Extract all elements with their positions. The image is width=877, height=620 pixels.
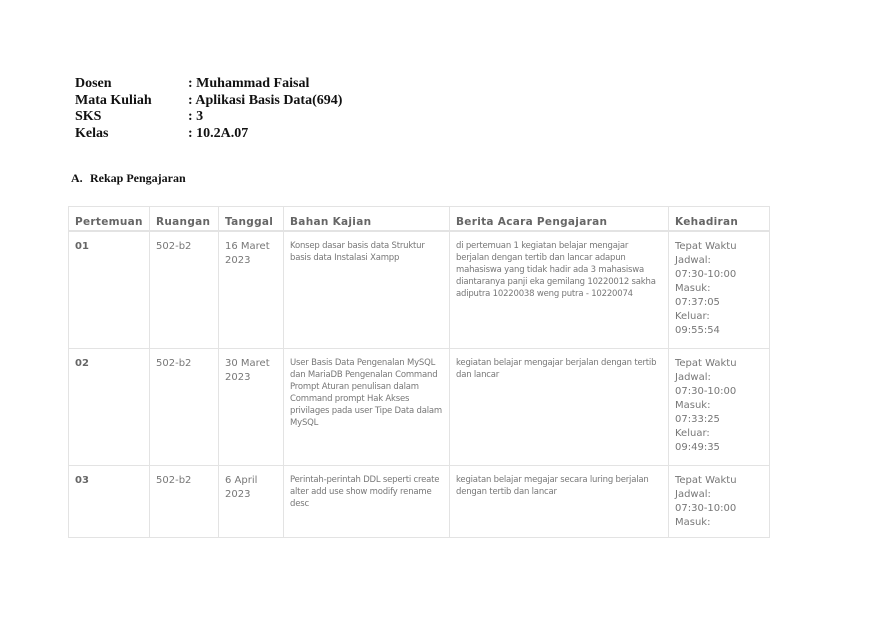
- cell-ruangan: 502-b2: [150, 465, 219, 537]
- kehadiran-line: Masuk:: [675, 282, 711, 294]
- cell-ruangan: 502-b2: [150, 348, 219, 465]
- kehadiran-line: Jadwal:: [675, 254, 711, 266]
- kehadiran-line: 07:37:05: [675, 296, 720, 308]
- cell-berita-acara: kegiatan belajar megajar secara luring berjalan dengan tertib dan lancar: [450, 465, 669, 537]
- cell-berita-acara: di pertemuan 1 kegiatan belajar mengajar berjalan dengan tertib dan lancar adapun mahasiswa yang tidak hadir ada 3 mahasiswa diantaranya panji eka gemilang 10220012 sakha adiputra 10220038 weng putra - 10220074: [450, 231, 669, 349]
- header-kehadiran: Kehadiran: [669, 207, 770, 231]
- cell-kehadiran: [669, 231, 770, 349]
- info-row-dosen: [75, 76, 342, 93]
- kehadiran-line: Keluar:: [675, 310, 710, 322]
- course-info: [75, 76, 342, 142]
- table-row: [69, 231, 770, 349]
- info-row-kelas: [75, 126, 342, 143]
- section-title: Rekap Pengajaran: [90, 171, 186, 185]
- cell-tanggal: 30 Maret 2023: [219, 348, 284, 465]
- kelas-label: Kelas: [75, 125, 109, 141]
- cell-tanggal: 16 Maret 2023: [219, 231, 284, 349]
- kelas-value: : 10.2A.07: [188, 125, 249, 141]
- section-number: A.: [71, 171, 83, 185]
- header-bahan-kajian: Bahan Kajian: [284, 207, 450, 231]
- header-pertemuan: Pertemuan: [69, 207, 150, 231]
- kehadiran-line: 09:49:35: [675, 441, 720, 453]
- header-berita-acara: Berita Acara Pengajaran: [450, 207, 669, 231]
- dosen-label: Dosen: [75, 76, 112, 91]
- sks-label: SKS: [75, 109, 102, 124]
- section-heading: [71, 171, 186, 186]
- kehadiran-line: Keluar:: [675, 427, 710, 439]
- kehadiran-status: Tepat Waktu: [675, 474, 737, 486]
- cell-pertemuan: 01: [69, 231, 150, 349]
- table-row: [69, 348, 770, 465]
- cell-bahan-kajian: User Basis Data Pengenalan MySQL dan MariaDB Pengenalan Command Prompt Aturan penulisan dalam Command prompt Hak Akses privilages pada user Tipe Data dalam MySQL: [284, 348, 450, 465]
- header-tanggal: Tanggal: [219, 207, 284, 231]
- table-row: [69, 465, 770, 537]
- header-ruangan: Ruangan: [150, 207, 219, 231]
- info-row-matkul: [75, 93, 342, 110]
- kehadiran-line: 07:30-10:00: [675, 385, 737, 397]
- rekap-table: [68, 206, 770, 538]
- cell-bahan-kajian: Konsep dasar basis data Struktur basis data Instalasi Xampp: [284, 231, 450, 349]
- cell-pertemuan: 03: [69, 465, 150, 537]
- cell-pertemuan: 02: [69, 348, 150, 465]
- kehadiran-line: 07:33:25: [675, 413, 720, 425]
- dosen-value: : Muhammad Faisal: [188, 76, 310, 91]
- kehadiran-line: Jadwal:: [675, 371, 711, 383]
- table-header-row: [69, 207, 770, 231]
- cell-bahan-kajian: Perintah-perintah DDL seperti create alter add use show modify rename desc: [284, 465, 450, 537]
- cell-kehadiran: [669, 465, 770, 537]
- kehadiran-line: Masuk:: [675, 399, 711, 411]
- info-row-sks: [75, 109, 342, 126]
- cell-ruangan: 502-b2: [150, 231, 219, 349]
- cell-berita-acara: kegiatan belajar mengajar berjalan dengan tertib dan lancar: [450, 348, 669, 465]
- kehadiran-line: 07:30-10:00: [675, 268, 737, 280]
- cell-tanggal: 6 April 2023: [219, 465, 284, 537]
- kehadiran-line: Jadwal:: [675, 488, 711, 500]
- kehadiran-status: Tepat Waktu: [675, 357, 737, 369]
- kehadiran-status: Tepat Waktu: [675, 240, 737, 252]
- kehadiran-line: Masuk:: [675, 516, 711, 528]
- cell-kehadiran: [669, 348, 770, 465]
- sks-value: : 3: [188, 109, 204, 124]
- matkul-label: Mata Kuliah: [75, 92, 152, 108]
- matkul-value: : Aplikasi Basis Data(694): [188, 92, 343, 108]
- kehadiran-line: 07:30-10:00: [675, 502, 737, 514]
- kehadiran-line: 09:55:54: [675, 324, 720, 336]
